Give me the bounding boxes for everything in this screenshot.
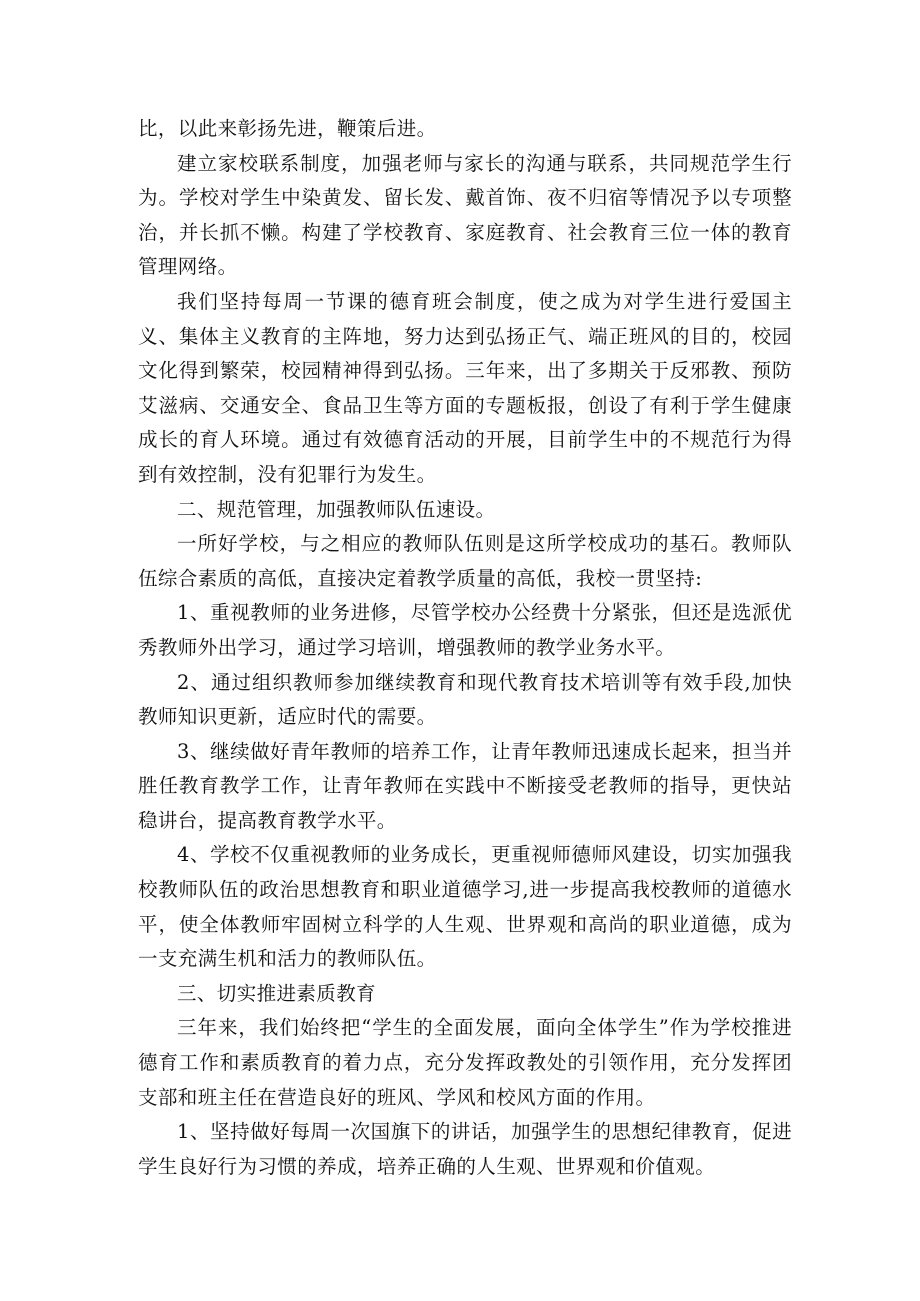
paragraph-home-school-contact: 建立家校联系制度，加强老师与家长的沟通与联系，共同规范学生行为。学校对学生中染黄发、留长发、戴首饰、夜不归宿等情况予以专项整治，并长抓不懒。构建了学校教育、家庭教育、社会教育三位一体的教育管理网络。 (138, 151, 792, 279)
list-item-3: 3、继续做好青年教师的培养工作，让青年教师迅速成长起来，担当并胜任教育教学工作，让青年教师在实践中不断接受老教师的指导，更快站稳讲台，提高教育教学水平。 (138, 739, 792, 832)
list-item-flag-speech: 1、坚持做好每周一次国旗下的讲话，加强学生的思想纪律教育，促进学生良好行为习惯的养成，培养正确的人生观、世界观和价值观。 (138, 1120, 792, 1178)
paragraph-three-years: 三年来，我们始终把“学生的全面发展，面向全体学生”作为学校推进德育工作和素质教育的着力点，充分发挥政教处的引领作用，充分发挥团支部和班主任在营造良好的班风、学风和校风方面的作用。 (138, 1016, 792, 1109)
document-body (138, 112, 792, 1184)
list-item-2: 2、通过组织教师参加继续教育和现代教育技术培训等有效手段,加快教师知识更新，适应时代的需要。 (138, 670, 792, 729)
list-item-4: 4、学校不仅重视教师的业务成长，更重视师德师风建设，切实加强我校教师队伍的政治思想教育和职业道德学习,进一步提高我校教师的道德水平，使全体教师牢固树立科学的人生观、世界观和高尚的职业道德，成为一支充满生机和活力的教师队伍。 (138, 843, 792, 971)
section-heading-quality-education: 三、切实推进素质教育 (177, 981, 377, 1005)
section-heading-teacher-team: 二、规范管理，加强教师队伍速设。 (177, 497, 496, 521)
paragraph-class-meeting: 我们坚持每周一节课的德育班会制度，使之成为对学生进行爱国主义、集体主义教育的主阵地，努力达到弘扬正气、端正班风的目的，校园文化得到繁荣，校园精神得到弘扬。三年来，出了多期关于反邪教、预防艾滋病、交通安全、食品卫生等方面的专题板报，创设了有利于学生健康成长的育人环境。通过有效德育活动的开展，目前学生中的不规范行为得到有效控制，没有犯罪行为发生。 (138, 289, 792, 486)
list-item-1: 1、重视教师的业务进修，尽管学校办公经费十分紧张，但还是选派优秀教师外出学习，通过学习培训，增强教师的教学业务水平。 (138, 601, 792, 659)
paragraph-continuation: 比，以此来彰扬先进，鞭策后进。 (138, 117, 437, 140)
paragraph-teacher-foundation: 一所好学校，与之相应的教师队伍则是这所学校成功的基石。教师队伍综合素质的高低，直接决定着教学质量的高低，我校一贯坚持: (138, 532, 792, 590)
